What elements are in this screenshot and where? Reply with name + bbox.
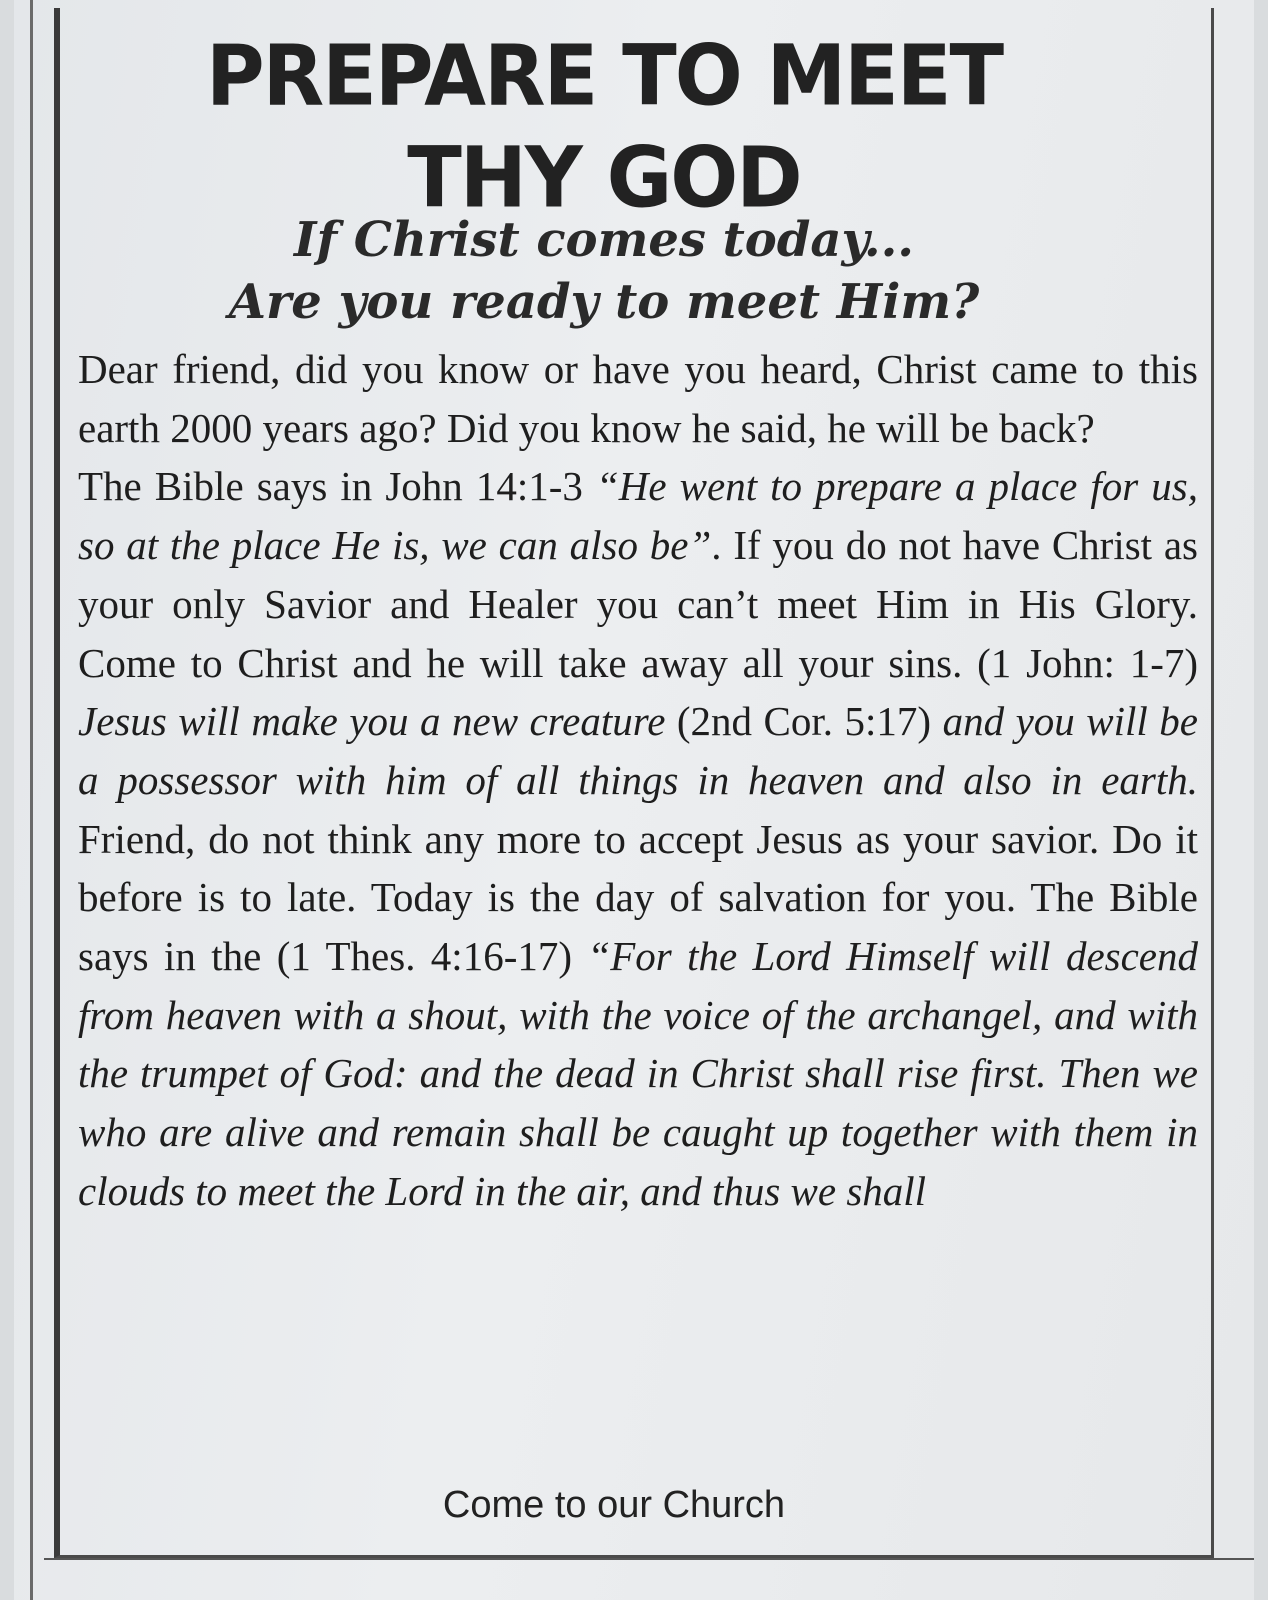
subtitle-line-2: Are you ready to meet Him? (228, 274, 980, 330)
paragraph-1: Dear friend, did you know or have you heard, Christ came to this earth 2000 years ago? Did you know he said, he will be back? (78, 346, 1198, 451)
p2-text-2: Friend, do not think any more to accept Jesus as your savior. Do it before is to late. Today is the day of salvation for you. The Bible says in the (1 Thes. 4:16-17) (78, 815, 1198, 980)
p2-intro: The Bible says in John 14:1-3 (78, 463, 596, 510)
subtitle-line-1: If Christ comes today... (293, 212, 914, 268)
p2-text-1: . If you do not have Christ as your only Savior and Healer you can’t meet Him in His Glory. Come to Christ and he will take away all your sins. (1 John: 1-7) (78, 522, 1199, 686)
body-text (78, 340, 1198, 1221)
p2-ref-1: (2nd Cor. 5:17) (665, 698, 943, 745)
flyer-sheet (14, 0, 1254, 1600)
p2-italic-2: and you will be a possessor with him of all things in heaven and also in earth. (78, 698, 1198, 803)
title-line-1: PREPARE TO MEET (205, 26, 1003, 125)
bottom-rule (44, 1558, 1254, 1560)
footer-text: Come to our Church (442, 1484, 786, 1526)
paragraph-2 (78, 457, 1198, 1220)
p2-italic-1: Jesus will make you a new creature (78, 698, 666, 745)
p2-quote-1: “He went to prepare a place for us, so at the place He is, we can also be” (78, 463, 1198, 569)
title-line-2: THY GOD (407, 128, 801, 227)
p2-quote-2: “For the Lord Himself will descend from heaven with a shout, with the voice of the archangel, and with the trumpet of God: and the dead in Christ shall rise first. Then we who are alive and remain shall be caught up together with them in clouds to meet the Lord in the air, and thus we shall (78, 933, 1198, 1214)
